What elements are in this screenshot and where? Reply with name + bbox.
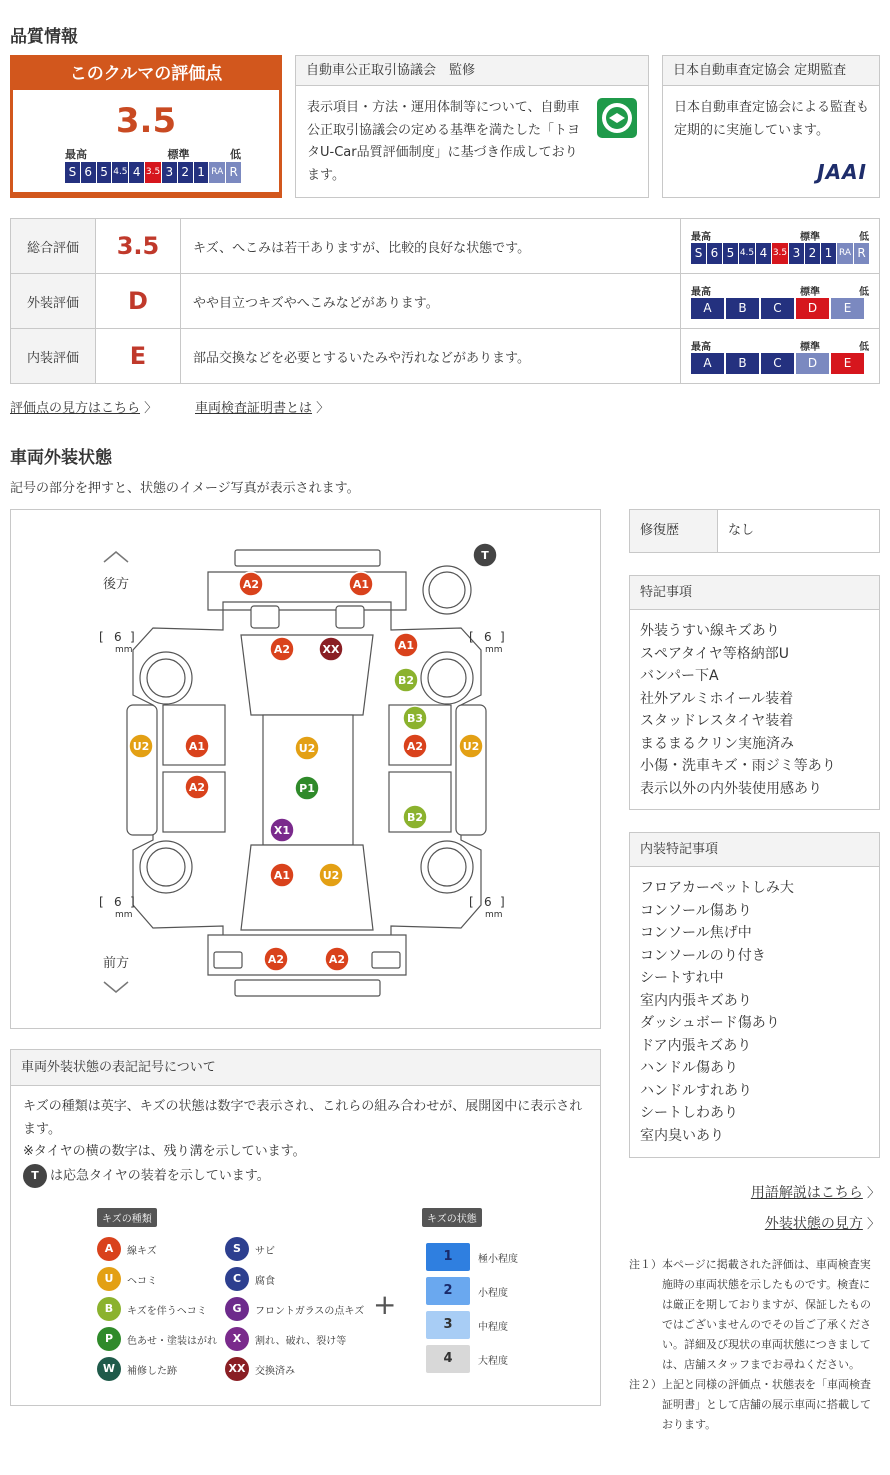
note-item: 室内内張キズあり xyxy=(640,992,752,1009)
kind-symbol-icon: U xyxy=(97,1267,121,1291)
interior-notes-title: 内装特記事項 xyxy=(630,833,879,867)
note-text: 上記と同様の評価点・状態表を「車両検査証明書」として店舗の展示車両に搭載しております。 xyxy=(662,1378,871,1431)
scale-high-label: 最高 xyxy=(691,342,711,353)
scale-cell: S xyxy=(691,243,706,264)
scale-cell: RA xyxy=(209,162,225,183)
wheel-rear-right xyxy=(421,652,473,704)
eval-text: 部品交換などを必要とするいたみや汚れなどがあります。 xyxy=(181,329,681,384)
exterior-howto-link[interactable] xyxy=(765,1213,880,1233)
damage-marker-xx[interactable] xyxy=(319,637,343,661)
kind-label: フロントガラスの点キズ xyxy=(255,1305,365,1317)
kind-symbol-icon: XX xyxy=(225,1357,249,1381)
scale-cell: 6 xyxy=(81,162,96,183)
kind-symbol-icon: X xyxy=(225,1327,249,1351)
wheel-front-left xyxy=(140,841,192,893)
jaai-title: 日本自動車査定協会 定期監査 xyxy=(663,56,879,86)
damage-marker-label: B3 xyxy=(406,712,424,725)
damage-marker-label: U2 xyxy=(298,742,316,755)
note-1 xyxy=(629,1255,880,1375)
damage-marker-a2[interactable] xyxy=(270,637,294,661)
kind-symbol-icon: S xyxy=(225,1237,249,1261)
exterior-scale xyxy=(691,298,869,319)
notes xyxy=(629,1255,880,1435)
damage-marker-label: U2 xyxy=(132,740,150,753)
kind-symbol-icon: W xyxy=(97,1357,121,1381)
damage-marker-label: A2 xyxy=(242,578,260,591)
scale-cell: 1 xyxy=(821,243,836,264)
legend-title: 車両外装状態の表記記号について xyxy=(11,1050,600,1086)
damage-marker-a1[interactable] xyxy=(349,572,373,596)
svg-text:[: [ xyxy=(99,630,104,644)
council-title: 自動車公正取引協議会 監修 xyxy=(296,56,648,86)
scale-high-label: 最高 xyxy=(691,287,711,298)
rear-label: 後方 xyxy=(103,577,130,592)
scale-std-label: 標準 xyxy=(800,287,820,298)
exterior-howto-link-text[interactable]: 外装状態の見方 xyxy=(764,1216,863,1232)
damage-marker-a1[interactable] xyxy=(270,863,294,887)
repair-box xyxy=(629,509,880,553)
damage-marker-label: A1 xyxy=(188,740,206,753)
interior-notes-box xyxy=(629,832,880,1158)
scale-cell: RA xyxy=(837,243,853,264)
damage-marker-a2[interactable] xyxy=(264,947,288,971)
overall-scale xyxy=(691,243,869,264)
damage-marker-label: A1 xyxy=(273,869,291,882)
kinds-column-1 xyxy=(97,1234,217,1384)
score-box xyxy=(10,55,282,198)
tire-depth-rl: 6 xyxy=(114,630,122,644)
note-item: コンソール焦げ中 xyxy=(640,925,752,941)
scale-cell: R xyxy=(854,243,869,264)
scale-cell: 6 xyxy=(707,243,722,264)
kind-label: 交換済み xyxy=(255,1365,295,1377)
scale-std-label: 標準 xyxy=(167,148,190,161)
legend-box xyxy=(10,1049,601,1406)
eval-text: キズ、へこみは若干ありますが、比較的良好な状態です。 xyxy=(181,219,681,274)
council-logo-icon xyxy=(596,97,638,139)
chevron-right-icon: 〉 xyxy=(866,1217,880,1232)
note-item: 小傷・洗車キズ・雨ジミ等あり xyxy=(640,758,836,774)
council-box xyxy=(295,55,649,198)
quality-info-heading: 品質情報 xyxy=(10,27,78,47)
damage-marker-label: A2 xyxy=(273,643,291,656)
eval-value: 3.5 xyxy=(96,219,181,274)
special-notes-box xyxy=(629,575,880,810)
note-item: コンソール傷あり xyxy=(640,902,752,919)
rear-arrow-icon xyxy=(104,552,128,562)
legend-text-1: キズの種類は英字、キズの状態は数字で表示され、これらの組み合わせが、展開図中に表示されます。 xyxy=(23,1099,583,1137)
damage-marker-label: X1 xyxy=(273,824,291,837)
svg-text:]: ] xyxy=(130,895,135,909)
chevron-right-icon: 〉 xyxy=(866,1186,880,1201)
terms-link[interactable] xyxy=(751,1182,880,1202)
svg-text:]: ] xyxy=(500,630,505,644)
damage-marker-u2[interactable] xyxy=(319,863,343,887)
state-1 xyxy=(426,1240,518,1274)
kind-symbol-icon: B xyxy=(97,1297,121,1321)
spare-tire xyxy=(423,566,471,614)
state-level-icon: 3 xyxy=(426,1311,470,1339)
damage-marker-a2[interactable] xyxy=(185,775,209,799)
damage-marker-label: U2 xyxy=(322,869,340,882)
car-diagram xyxy=(11,510,602,1030)
scale-cell: C xyxy=(761,298,794,319)
eval-row-exterior xyxy=(11,274,880,329)
damage-marker-label: A2 xyxy=(328,953,346,966)
kind-label: 腐食 xyxy=(255,1275,275,1287)
tire-unit: mm xyxy=(485,645,503,655)
damage-marker-a2[interactable] xyxy=(239,572,263,596)
scale-cell: 2 xyxy=(178,162,193,183)
tire-depth-fr: 6 xyxy=(484,895,492,909)
front-arrow-icon xyxy=(104,982,128,992)
kind-x xyxy=(225,1324,375,1354)
scale-cell: E xyxy=(831,353,864,374)
repair-label: 修復歴 xyxy=(630,510,718,552)
emergency-tire-icon: T xyxy=(23,1164,47,1188)
score-howto-link-text[interactable]: 評価点の見方はこちら xyxy=(10,401,141,416)
kind-label: キズを伴うヘコミ xyxy=(127,1305,207,1317)
exterior-subtitle: 記号の部分を押すと、状態のイメージ写真が表示されます。 xyxy=(10,481,360,496)
note-item: 外装うすい線キズあり xyxy=(640,623,780,639)
chevron-right-icon: 〉 xyxy=(144,401,158,416)
terms-link-text[interactable]: 用語解説はこちら xyxy=(750,1185,863,1201)
damage-marker-u2[interactable] xyxy=(459,734,483,758)
tire-depth-fl: 6 xyxy=(114,895,122,909)
scale-cell: 4 xyxy=(756,243,771,264)
kind-label: 補修した跡 xyxy=(127,1365,177,1377)
chevron-right-icon: 〉 xyxy=(316,401,330,416)
score-howto-link[interactable] xyxy=(10,397,157,416)
kind-label: 割れ、破れ、裂け等 xyxy=(255,1335,347,1347)
scale-cell: A xyxy=(691,298,724,319)
evaluation-table xyxy=(10,218,880,384)
damage-marker-label: A2 xyxy=(188,781,206,794)
certificate-link[interactable] xyxy=(195,397,329,416)
special-notes-list xyxy=(630,610,879,800)
svg-text:[: [ xyxy=(469,895,474,909)
kind-xx xyxy=(225,1354,375,1384)
note-item: バンパー下A xyxy=(640,668,719,684)
repair-value: なし xyxy=(728,523,755,538)
scale-cell: B xyxy=(726,298,759,319)
scale-cell: D xyxy=(796,353,829,374)
jaai-text: 日本自動車査定協会による監査も定期的に実施しています。 xyxy=(674,100,870,138)
damage-marker-label: P1 xyxy=(299,782,315,795)
council-text: 表示項目・方法・運用体制等について、自動車公正取引協議会の定める基準を満たした「トヨタU-Car品質評価制度」に基づき作成しております。 xyxy=(307,100,581,183)
state-label: 小程度 xyxy=(478,1287,508,1299)
kind-symbol-icon: G xyxy=(225,1297,249,1321)
note-item: コンソールのり付き xyxy=(640,947,766,964)
damage-marker-x1[interactable] xyxy=(270,818,294,842)
state-label: 極小程度 xyxy=(478,1253,518,1265)
state-title: キズの状態 xyxy=(422,1208,482,1227)
scale-cell: 4.5 xyxy=(112,162,128,183)
damage-marker-label: A2 xyxy=(406,740,424,753)
score-scale xyxy=(65,162,241,183)
damage-marker-a1[interactable] xyxy=(185,734,209,758)
state-label: 中程度 xyxy=(478,1321,508,1333)
kind-symbol-icon: P xyxy=(97,1327,121,1351)
eval-label: 内装評価 xyxy=(11,329,96,384)
overall-score: 3.5 xyxy=(115,101,177,141)
scale-low-label: 低 xyxy=(859,287,869,298)
note-item: ハンドルすれあり xyxy=(640,1082,752,1099)
exterior-heading: 車両外装状態 xyxy=(10,448,112,468)
kind-b xyxy=(97,1294,217,1324)
state-levels xyxy=(426,1240,518,1376)
damage-marker-label: XX xyxy=(322,643,340,656)
interior-notes-list xyxy=(630,867,879,1147)
kind-symbol-icon: A xyxy=(97,1237,121,1261)
state-3 xyxy=(426,1308,518,1342)
eval-label: 総合評価 xyxy=(11,219,96,274)
note-item: スタッドレスタイヤ装着 xyxy=(640,713,794,729)
scale-cell: D xyxy=(796,298,829,319)
scale-std-label: 標準 xyxy=(800,342,820,353)
scale-cell: 5 xyxy=(97,162,112,183)
damage-marker-b2[interactable] xyxy=(403,805,427,829)
note-2 xyxy=(629,1375,880,1435)
interior-scale xyxy=(691,353,869,374)
damage-marker-label: A1 xyxy=(352,578,370,591)
certificate-link-text[interactable]: 車両検査証明書とは xyxy=(195,401,313,416)
kind-g xyxy=(225,1294,375,1324)
state-level-icon: 2 xyxy=(426,1277,470,1305)
damage-marker-label: A1 xyxy=(397,639,415,652)
state-level-icon: 1 xyxy=(426,1243,470,1271)
front-label: 前方 xyxy=(103,956,130,971)
note-item: シートすれ中 xyxy=(640,970,724,986)
damage-marker-a1[interactable] xyxy=(394,633,418,657)
note-text: 本ページに掲載された評価は、車両検査実施時の車両状態を示したものです。検査には厳正を期しておりますが、保証したものではございませんのでその旨ご了承ください。詳細及び現状の車両状態につきましては、店舗スタッフまでお尋ねください。 xyxy=(662,1258,871,1371)
damage-marker-b3[interactable] xyxy=(403,706,427,730)
scale-cell: 3.5 xyxy=(145,162,161,183)
state-level-icon: 4 xyxy=(426,1345,470,1373)
svg-text:[: [ xyxy=(99,895,104,909)
note-mark: 注１） xyxy=(629,1258,662,1271)
damage-marker-b2[interactable] xyxy=(394,668,418,692)
svg-text:]: ] xyxy=(500,895,505,909)
scale-high-label: 最高 xyxy=(691,232,711,243)
damage-marker-u2[interactable] xyxy=(295,736,319,760)
eval-label: 外装評価 xyxy=(11,274,96,329)
damage-marker-a2[interactable] xyxy=(325,947,349,971)
emergency-tire-marker[interactable] xyxy=(473,543,497,567)
kind-title: キズの種類 xyxy=(97,1208,157,1227)
legend-text-3 xyxy=(23,1164,588,1188)
scale-cell: 4.5 xyxy=(739,243,755,264)
scale-cell: R xyxy=(226,162,241,183)
note-mark: 注２） xyxy=(629,1378,662,1391)
eval-text: やや目立つキズやへこみなどがあります。 xyxy=(181,274,681,329)
plus-sign: + xyxy=(373,1288,397,1321)
scale-low-label: 低 xyxy=(230,148,241,161)
damage-marker-a2[interactable] xyxy=(403,734,427,758)
note-item: 社外アルミホイール装着 xyxy=(640,690,794,707)
note-item: ダッシュボード傷あり xyxy=(640,1015,780,1031)
scale-cell: 5 xyxy=(723,243,738,264)
kind-w xyxy=(97,1354,217,1384)
damage-marker-label: B2 xyxy=(397,674,415,687)
kind-a xyxy=(97,1234,217,1264)
score-box-title: このクルマの評価点 xyxy=(69,64,223,84)
note-item: 表示以外の内外装使用感あり xyxy=(640,780,822,797)
scale-cell: 3 xyxy=(789,243,804,264)
damage-marker-label: U2 xyxy=(462,740,480,753)
scale-high-label: 最高 xyxy=(65,148,87,161)
state-4 xyxy=(426,1342,518,1376)
eval-row-interior xyxy=(11,329,880,384)
kinds-column-2 xyxy=(225,1234,375,1384)
damage-marker-label: B2 xyxy=(406,811,424,824)
scale-cell: B xyxy=(726,353,759,374)
kind-label: サビ xyxy=(255,1245,275,1257)
legend-text-2: ※タイヤの横の数字は、残り溝を示しています。 xyxy=(23,1144,306,1159)
tire-unit: mm xyxy=(485,910,503,920)
scale-std-label: 標準 xyxy=(800,232,820,243)
damage-marker-p1[interactable] xyxy=(295,776,319,800)
wheel-rear-left xyxy=(140,652,192,704)
state-2 xyxy=(426,1274,518,1308)
note-item: フロアカーペットしみ大 xyxy=(640,880,794,896)
scale-cell: E xyxy=(831,298,864,319)
note-item: 室内臭いあり xyxy=(640,1127,724,1144)
scale-cell: 3 xyxy=(162,162,177,183)
kind-u xyxy=(97,1264,217,1294)
svg-text:]: ] xyxy=(130,630,135,644)
scale-cell: 4 xyxy=(129,162,144,183)
damage-marker-u2[interactable] xyxy=(129,734,153,758)
state-label: 大程度 xyxy=(478,1355,508,1367)
wheel-front-right xyxy=(421,841,473,893)
scale-cell: 1 xyxy=(194,162,209,183)
note-item: スペアタイヤ等格納部U xyxy=(640,645,789,662)
kind-label: 線キズ xyxy=(127,1245,157,1257)
jaai-box xyxy=(662,55,880,198)
kind-p xyxy=(97,1324,217,1354)
eval-row-overall xyxy=(11,219,880,274)
note-item: ハンドル傷あり xyxy=(640,1060,738,1076)
eval-value: D xyxy=(96,274,181,329)
jaai-logo: JAAI xyxy=(817,160,867,184)
kind-s xyxy=(225,1234,375,1264)
kind-label: ヘコミ xyxy=(127,1275,157,1287)
scale-cell: S xyxy=(65,162,80,183)
kind-c xyxy=(225,1264,375,1294)
tire-unit: mm xyxy=(115,910,133,920)
scale-cell: C xyxy=(761,353,794,374)
tire-unit: mm xyxy=(115,645,133,655)
car-diagram-box xyxy=(10,509,601,1029)
svg-text:[: [ xyxy=(469,630,474,644)
kind-label: 色あせ・塗装はがれ xyxy=(127,1335,217,1347)
damage-marker-label: A2 xyxy=(267,953,285,966)
note-item: まるまるクリン実施済み xyxy=(640,735,794,752)
scale-cell: 3.5 xyxy=(772,243,788,264)
scale-cell: 2 xyxy=(805,243,820,264)
eval-value: E xyxy=(96,329,181,384)
tire-marker-label: T xyxy=(481,549,489,562)
scale-low-label: 低 xyxy=(859,342,869,353)
note-item: ドア内張キズあり xyxy=(640,1037,752,1054)
legend-text-3-body: は応急タイヤの装着を示しています。 xyxy=(50,1168,270,1183)
kind-symbol-icon: C xyxy=(225,1267,249,1291)
scale-cell: A xyxy=(691,353,724,374)
scale-low-label: 低 xyxy=(859,232,869,243)
tire-depth-rr: 6 xyxy=(484,630,492,644)
note-item: シートしわあり xyxy=(640,1105,738,1121)
special-notes-title: 特記事項 xyxy=(630,576,879,610)
